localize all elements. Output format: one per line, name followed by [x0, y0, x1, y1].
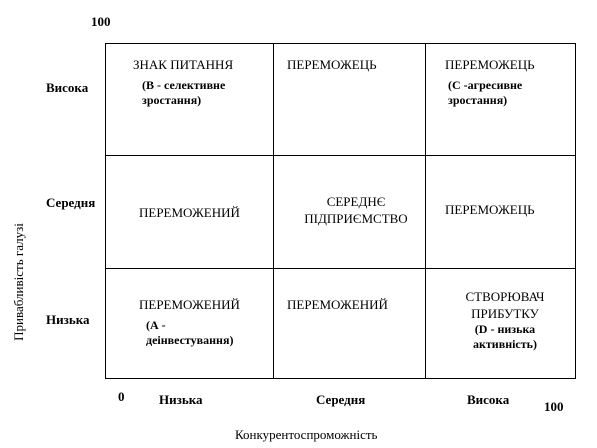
- cell-profit-producer-note-1: (D - низька: [474, 322, 536, 336]
- cell-average-business-line-1: СЕРЕДНЄ: [326, 194, 386, 209]
- cell-winner-top-right-title: ПЕРЕМОЖЕЦЬ: [445, 57, 535, 72]
- cell-winner-top-middle-title: ПЕРЕМОЖЕЦЬ: [287, 57, 377, 72]
- cell-winner-top-right-note-2: зростання): [448, 93, 508, 107]
- cell-loser-middle-left-title: ПЕРЕМОЖЕНИЙ: [139, 205, 240, 220]
- y-axis-title: Привабливість галузі: [11, 223, 26, 341]
- y-level-low: Низька: [46, 312, 90, 327]
- x-axis-max-label: 100: [544, 399, 564, 414]
- x-level-low: Низька: [159, 392, 203, 407]
- cell-average-business-line-2: ПІДПРИЄМСТВО: [304, 211, 408, 226]
- x-axis-min-label: 0: [118, 389, 125, 404]
- cell-loser-middle-left: [139, 204, 240, 221]
- cell-profit-producer: [440, 288, 570, 352]
- cell-loser-bottom-left-note-2: деінвестування): [146, 333, 234, 347]
- grid-divider-vertical-1: [273, 44, 274, 378]
- cell-winner-middle-right-title: ПЕРЕМОЖЕЦЬ: [445, 202, 535, 217]
- grid-divider-horizontal-2: [106, 268, 575, 269]
- cell-loser-bottom-middle-title: ПЕРЕМОЖЕНИЙ: [287, 297, 388, 312]
- grid-divider-horizontal-1: [106, 155, 575, 156]
- cell-profit-producer-note-2: активність): [472, 337, 537, 351]
- y-level-high: Висока: [46, 80, 89, 95]
- cell-loser-bottom-middle: [287, 296, 388, 313]
- cell-average-business: [286, 193, 426, 227]
- cell-profit-producer-line-2: ПРИБУТКУ: [471, 306, 539, 321]
- cell-question-mark: [133, 56, 233, 108]
- cell-loser-bottom-left-title: ПЕРЕМОЖЕНИЙ: [139, 297, 240, 312]
- cell-question-mark-title: ЗНАК ПИТАННЯ: [133, 57, 234, 72]
- cell-winner-top-middle: [287, 56, 377, 73]
- cell-question-mark-note-2: зростання): [142, 93, 202, 107]
- cell-question-mark-note-1: (В - селективне: [142, 78, 226, 92]
- x-level-high: Висока: [467, 392, 510, 407]
- cell-winner-top-right: [445, 56, 535, 108]
- y-level-medium: Середня: [46, 195, 96, 210]
- cell-profit-producer-line-1: СТВОРЮВАЧ: [465, 289, 545, 304]
- cell-loser-bottom-left: [139, 296, 240, 348]
- x-axis-title: Конкурентоспроможність: [235, 427, 378, 442]
- cell-winner-top-right-note-1: (С -агресивне: [448, 78, 523, 92]
- matrix-grid: [105, 43, 576, 379]
- x-level-medium: Середня: [316, 392, 366, 407]
- cell-loser-bottom-left-note-1: (А -: [146, 318, 166, 332]
- cell-winner-middle-right: [445, 201, 535, 218]
- y-axis-max-label: 100: [91, 14, 111, 29]
